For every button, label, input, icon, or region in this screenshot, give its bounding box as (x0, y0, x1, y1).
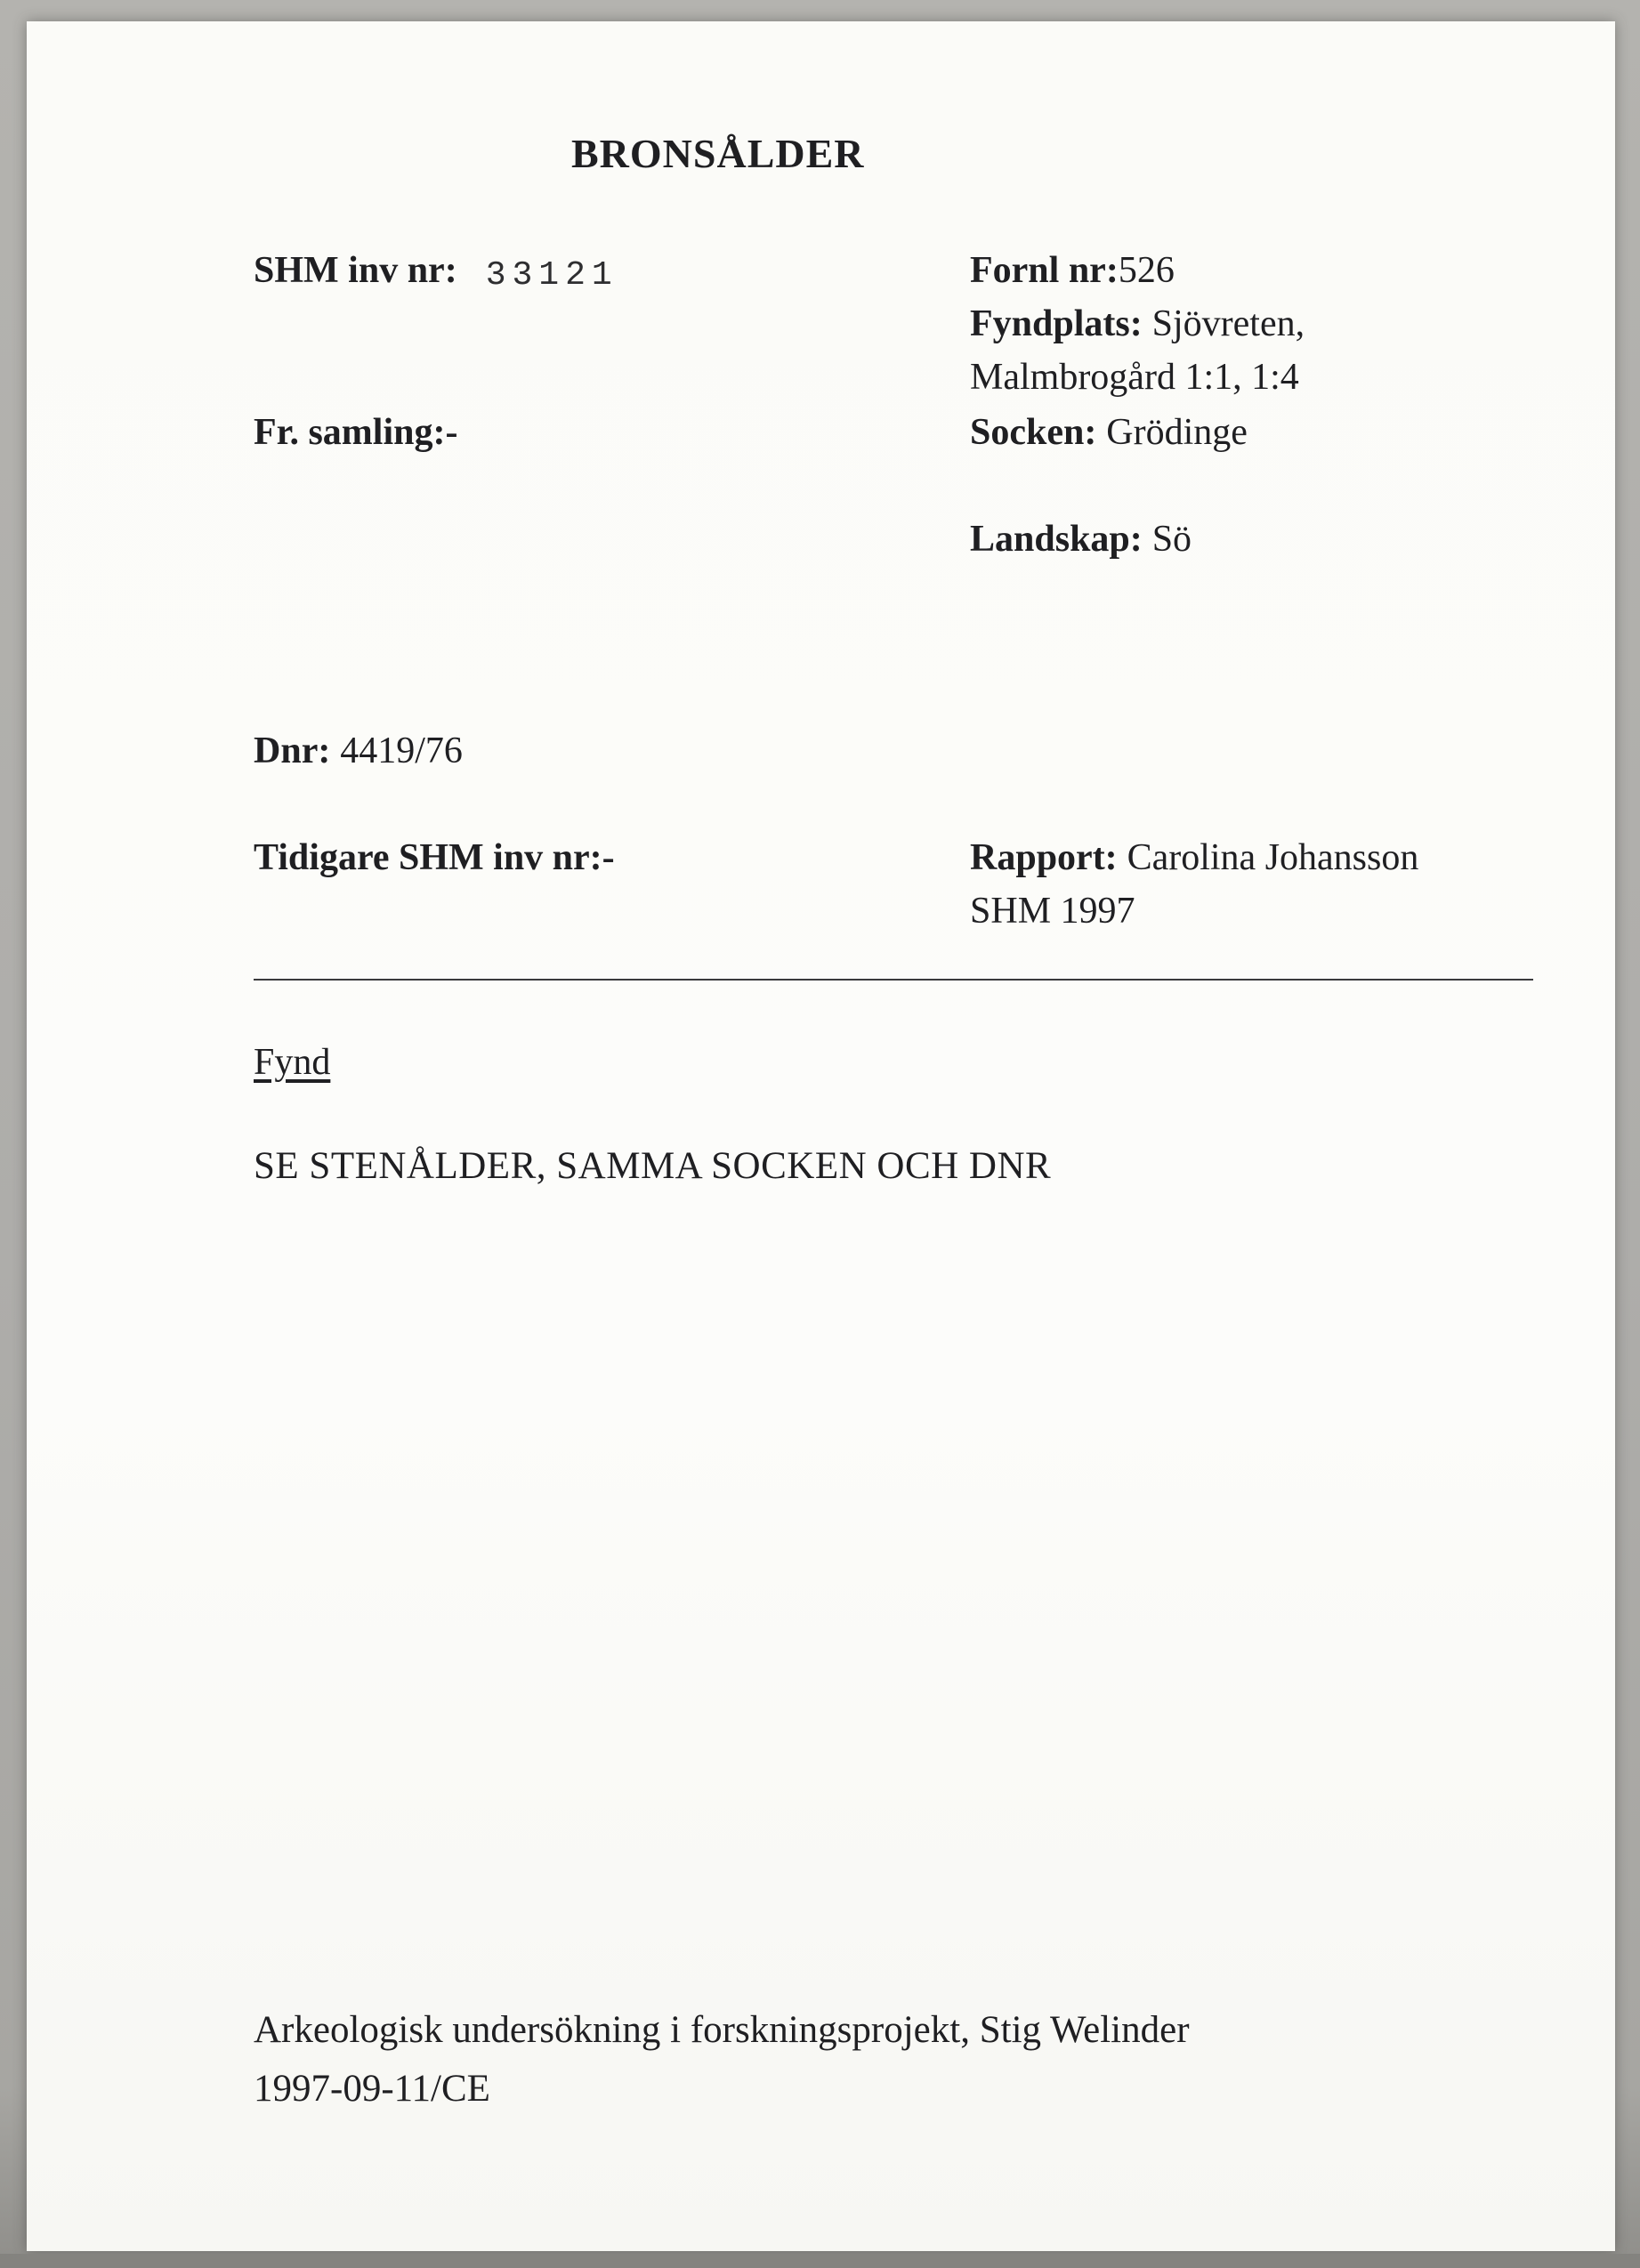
field-shm-inv (254, 244, 618, 301)
footer-line1: Arkeologisk undersökning i forskningsprojekt, Stig Welinder (254, 2009, 1190, 2051)
field-fornl-nr (970, 244, 1175, 297)
field-label-socken: Socken: (970, 412, 1097, 453)
field-label-fornl-nr: Fornl nr: (970, 250, 1119, 291)
field-value-fyndplats: Sjövreten, (1151, 303, 1305, 344)
horizontal-divider (254, 979, 1533, 981)
field-fyndplats (970, 297, 1305, 351)
field-label-tidigare-shm-inv: Tidigare SHM inv nr:- (254, 837, 615, 878)
field-landskap (970, 513, 1192, 566)
document-title: BRONSÅLDER (571, 131, 865, 176)
section-heading-fynd: Fynd (254, 1042, 331, 1083)
field-value-socken: Grödinge (1106, 412, 1248, 453)
field-tidigare-shm-inv (254, 831, 615, 884)
field-label-shm-inv: SHM inv nr: (254, 250, 457, 291)
footer-line2: 1997-09-11/CE (254, 2068, 490, 2110)
field-rapport (970, 831, 1418, 884)
field-label-dnr: Dnr: (254, 730, 331, 771)
field-label-fr-samling: Fr. samling:- (254, 412, 458, 453)
field-value-rapport: Carolina Johansson (1127, 837, 1419, 878)
field-fyndplats-line2 (970, 351, 1299, 404)
field-value-dnr: 4419/76 (340, 730, 463, 771)
field-socken (970, 406, 1248, 459)
field-label-landskap: Landskap: (970, 519, 1143, 560)
field-value-rapport-line2: SHM 1997 (970, 891, 1135, 932)
document-page (27, 21, 1615, 2251)
field-dnr (254, 724, 463, 778)
field-fr-samling (254, 406, 457, 459)
field-value-fyndplats-line2: Malmbrogård 1:1, 1:4 (970, 357, 1299, 398)
fynd-body-text: SE STENÅLDER, SAMMA SOCKEN OCH DNR (254, 1145, 1052, 1187)
scanner-edge-shadow (0, 2254, 1640, 2268)
field-rapport-line2 (970, 884, 1135, 938)
field-value-shm-inv: 33121 (485, 256, 618, 295)
field-value-fornl-nr: 526 (1118, 250, 1175, 291)
field-label-fyndplats: Fyndplats: (970, 303, 1143, 344)
field-label-rapport: Rapport: (970, 837, 1118, 878)
field-value-landskap: Sö (1151, 519, 1192, 560)
